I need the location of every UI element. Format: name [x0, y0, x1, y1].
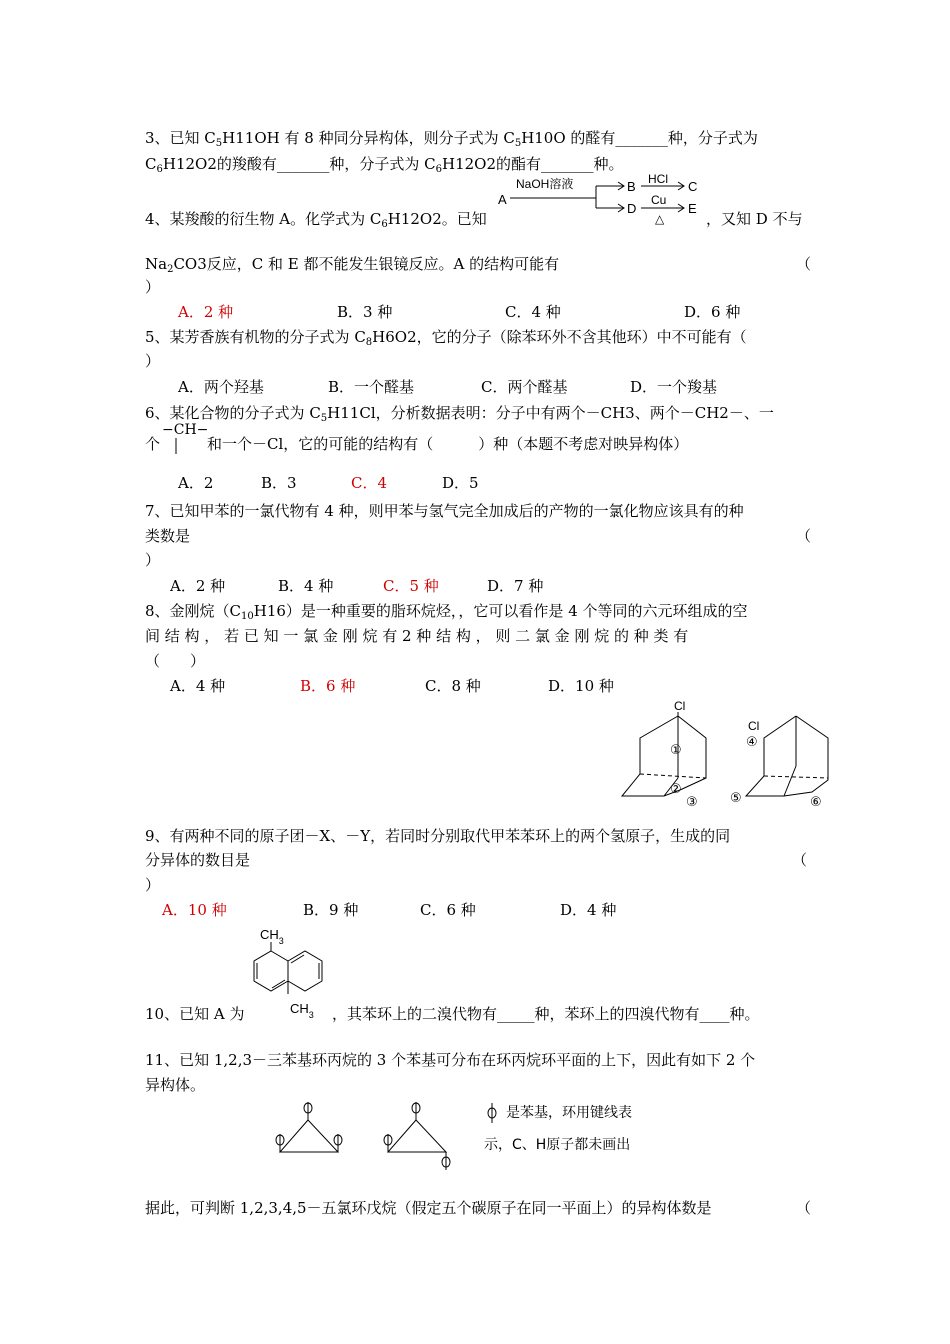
q9-option-c: C．6 种	[420, 901, 476, 919]
q6-line2-a: 个	[145, 435, 161, 453]
q9-option-d: D．4 种	[560, 901, 617, 919]
scheme-reagent1: NaOH溶液	[516, 177, 574, 191]
q9-paren-close: ）	[145, 876, 161, 894]
q11-paren-open: （	[796, 1199, 812, 1217]
q4-paren-close: ）	[145, 278, 161, 296]
q9-option-b: B．9 种	[303, 901, 359, 919]
q7-line1: 7、已知甲苯的一氯代物有 4 种，则甲苯与氢气完全加成后的产物的一氯化物应该具有的种	[145, 502, 744, 520]
adamantane2-cl-label: Cl	[748, 719, 760, 733]
q4-option-a: A．2 种	[178, 303, 234, 321]
q4-paren-open: （	[796, 255, 812, 273]
q4-option-d: D．6 种	[684, 303, 741, 321]
adamantane2-pos4: ④	[746, 734, 758, 749]
scheme-D: D	[627, 201, 637, 216]
q5-option-b: B．一个醛基	[328, 378, 415, 396]
q11-note2: 示，C、H原子都未画出	[484, 1137, 631, 1153]
q11-line1: 11、已知 1,2,3－三苯基环丙烷的 3 个苯基可分布在环丙烷环平面的上下，因此有如下 2 个	[145, 1051, 756, 1069]
q4-reaction-scheme	[496, 170, 716, 230]
scheme-C: C	[688, 179, 698, 194]
q6-option-c: C．4	[351, 474, 388, 492]
q4-option-b: B．3 种	[337, 303, 393, 321]
q4-line1: 4、某羧酸的衍生物 A。化学式为 $C_6H12O2$。已知	[145, 210, 487, 230]
q9-line1: 9、有两种不同的原子团－X、－Y，若同时分别取代甲苯苯环上的两个氢原子，生成的同	[145, 827, 731, 845]
q6-option-b: B．3	[261, 474, 297, 492]
adamantane2-pos5: ⑤	[730, 790, 742, 805]
q6-option-d: D．5	[442, 474, 479, 492]
q6-ch-group: −CH−	[162, 422, 209, 438]
q9-paren-open: （	[792, 851, 808, 869]
dimethylnaphthalene-structure	[244, 922, 328, 1020]
q10-text-b: ，其苯环上的二溴代物有_____种，苯环上的四溴代物有____种。	[332, 1005, 760, 1023]
adamantane1-pos3: ③	[686, 794, 698, 809]
triphenylcyclopropane-figures	[268, 1096, 478, 1172]
q8-option-a: A．4 种	[170, 677, 226, 695]
q11-note1: 是苯基，环用键线表	[506, 1105, 632, 1121]
adamantane1-cl-label: Cl	[674, 699, 686, 713]
q4-line1-tail: ，又知 D 不与	[706, 210, 803, 228]
q5-option-a: A．两个羟基	[178, 378, 264, 396]
q6-line1: 6、某化合物的分子式为 $C_5H11Cl$，分析数据表明：分子中有两个－CH3、两个－CH2－、一	[145, 404, 774, 424]
q9-option-a: A．10 种	[162, 901, 227, 919]
q7-option-d: D．7 种	[487, 577, 544, 595]
q5-line1: 5、某芳香族有机物的分子式为 $C_8H6O2$，它的分子（除苯环外不含其他环）中不可能有（	[145, 328, 747, 348]
q3-line1: 3、已知 $C_5H11OH$ 有 8 种同分异构体，则分子式为 $C_5H10O$ 的醛有_______种，分子式为	[145, 129, 758, 149]
scheme-A: A	[498, 192, 507, 207]
q6-ch-bond	[170, 438, 182, 456]
phenyl-symbol-icon	[484, 1102, 500, 1124]
q7-paren-close: ）	[145, 551, 161, 569]
q5-paren-close: ）	[145, 352, 161, 370]
ch3-bottom: $CH_3$	[290, 1001, 314, 1020]
q3-line2: $C_6H12O2$的羧酸有_______种，分子式为 $C_6H12O2$的酯有_______种。	[145, 155, 624, 175]
q5-option-d: D．一个羧基	[630, 378, 718, 396]
q7-option-b: B．4 种	[278, 577, 334, 595]
q4-option-c: C．4 种	[505, 303, 561, 321]
q8-option-d: D．10 种	[548, 677, 614, 695]
q11-line3: 据此，可判断 1,2,3,4,5－五氯环戊烷（假定五个碳原子在同一平面上）的异构体数是	[145, 1199, 712, 1217]
q7-paren-open: （	[796, 527, 812, 545]
scheme-E: E	[688, 201, 697, 216]
adamantane-figures	[612, 696, 842, 814]
q4-line2: $Na_2CO3$反应，C 和 E 都不能发生银镜反应。A 的结构可能有	[145, 255, 560, 275]
q5-option-c: C．两个醛基	[481, 378, 568, 396]
adamantane1-pos1: ①	[670, 742, 682, 757]
q11-line2: 异构体。	[145, 1076, 206, 1094]
adamantane1-pos2: ②	[670, 781, 682, 796]
q7-option-c: C．5 种	[383, 577, 439, 595]
q10-text-a: 10、已知 A 为	[145, 1005, 245, 1023]
q8-line2: 间 结 构 ， 若 已 知 一 氯 金 刚 烷 有 2 种 结 构 ， 则 二 氯 金 刚 烷 的 种 类 有	[145, 627, 689, 645]
ch3-top: $CH_3$	[260, 927, 284, 946]
q7-option-a: A．2 种	[170, 577, 226, 595]
q8-option-b: B．6 种	[300, 677, 356, 695]
scheme-reagent3: Cu	[651, 193, 667, 207]
scheme-B: B	[627, 179, 636, 194]
q8-line1: 8、金刚烷$(C_{10}H16)$是一种重要的脂环烷烃，，它可以看作是 4 个等同的六元环组成的空	[145, 602, 748, 622]
q8-line3: （ ）	[145, 652, 206, 670]
adamantane2-pos6: ⑥	[810, 794, 822, 809]
q7-line2: 类数是	[145, 527, 191, 545]
q6-option-a: A．2	[178, 474, 214, 492]
scheme-reagent2: HCl	[648, 172, 668, 186]
q8-option-c: C．8 种	[425, 677, 481, 695]
scheme-cond: △	[655, 212, 665, 226]
q6-line2-b: 和一个－Cl，它的可能的结构有（ ）种（本题不考虑对映异构体）	[207, 435, 689, 453]
q9-line2: 分异体的数目是	[145, 851, 251, 869]
